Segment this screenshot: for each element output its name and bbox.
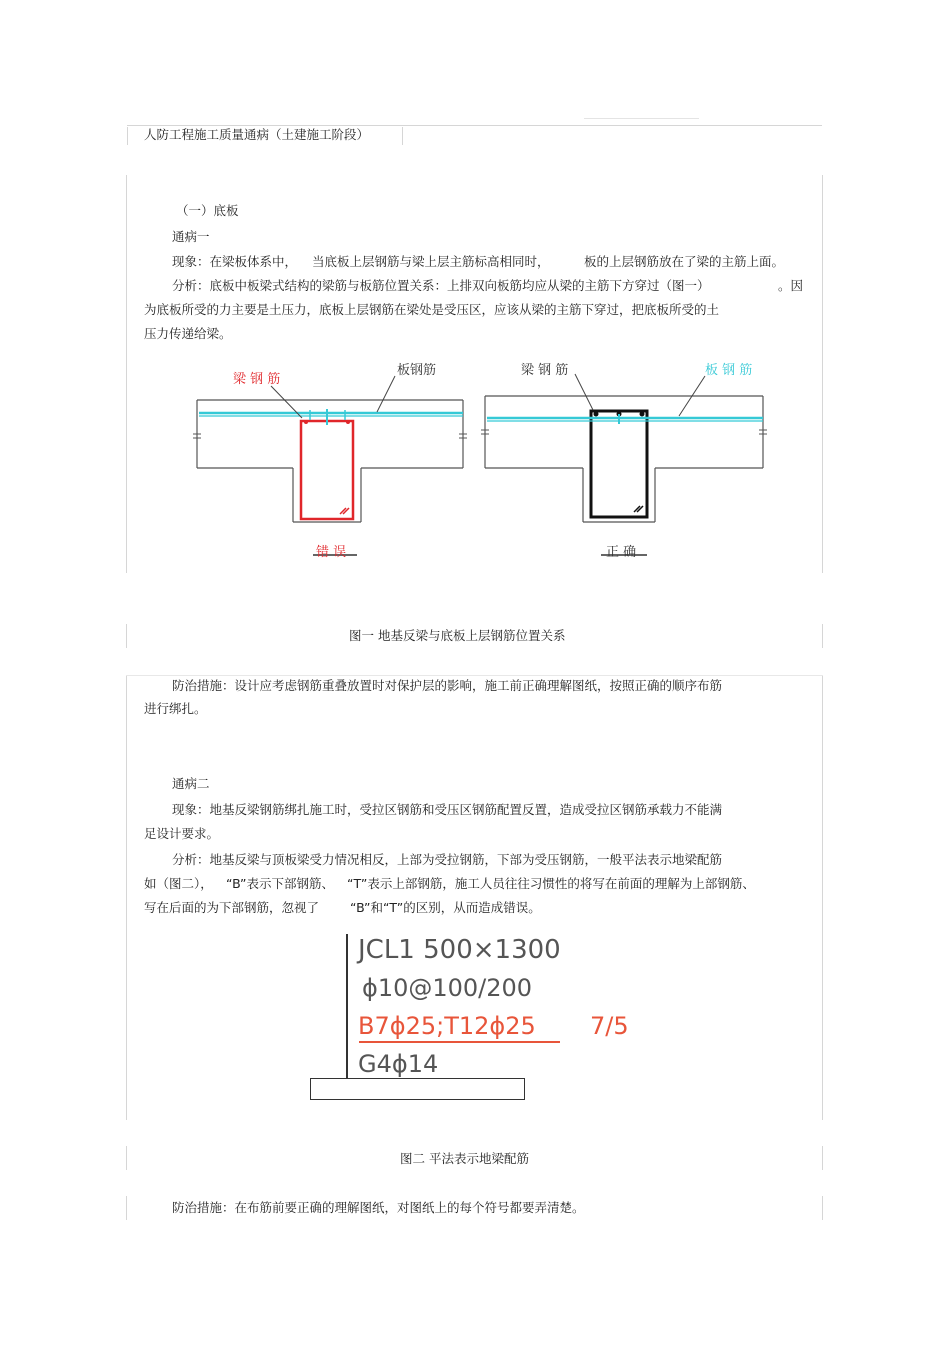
figure1-caption: 图一 地基反梁与底板上层钢筋位置关系 <box>349 628 566 643</box>
figure2-line3: B7ϕ25;T12ϕ25 <box>358 1012 536 1040</box>
frame-right-6 <box>822 1196 823 1220</box>
header-divider <box>402 127 403 145</box>
issue1-analysis-line2: 为底板所受的力主要是土压力，底板上层钢筋在梁处是受压区，应该从梁的主筋下穿过，把底板所受的土 <box>144 302 720 317</box>
header-rule <box>127 125 822 126</box>
figure1-correct-diagram <box>481 374 767 555</box>
frame-left-5 <box>126 1146 127 1170</box>
figure1-wrong-diagram <box>193 376 467 555</box>
figure2-line1: JCL1 500×1300 <box>358 935 561 965</box>
frame-left-2 <box>126 175 127 573</box>
frame-right-4 <box>822 676 823 1120</box>
figure1-correct-caption: 正 确 <box>606 545 637 560</box>
figure1-correct-beam-label: 梁 钢 筋 <box>521 363 569 378</box>
figure2-line2: ϕ10@100/200 <box>362 974 533 1002</box>
issue1-measures-line2: 进行绑扎。 <box>144 701 207 716</box>
frame-right-3 <box>822 624 823 648</box>
issue2-measures: 防治措施：在布筋前要正确的理解图纸，对图纸上的每个符号都要弄清楚。 <box>172 1200 585 1215</box>
issue1-analysis-b: 。因 <box>778 278 804 293</box>
frame-left-3 <box>126 624 127 648</box>
frame-right-5 <box>822 1146 823 1170</box>
figure2-line3-suffix: 7/5 <box>590 1012 629 1040</box>
figure2-caption: 图二 平法表示地梁配筋 <box>400 1151 529 1166</box>
section-heading: （一）底板 <box>176 203 239 218</box>
figure1-wrong-caption: 错 误 <box>316 545 347 560</box>
issue2-analysis-line1: 分析：地基反梁与顶板梁受力情况相反，上部为受拉钢筋，下部为受压钢筋，一般平法表示地梁配筋 <box>172 852 723 867</box>
issue1-phenomenon-b: 当底板上层钢筋与梁上层主筋标高相同时， <box>312 254 550 269</box>
issue2-title: 通病二 <box>172 776 210 791</box>
figure2-leader-vertical <box>346 934 348 1078</box>
figure2-line3-underline <box>359 1041 560 1043</box>
frame-left-6 <box>126 1196 127 1220</box>
issue1-phenomenon-c: 板的上层钢筋放在了梁的主筋上面。 <box>584 254 785 269</box>
figure2-line4: G4ϕ14 <box>358 1050 439 1078</box>
frame-left-1 <box>127 127 128 145</box>
issue2-analysis-line3-b: “B”和“T”的区别，从而造成错误。 <box>350 900 541 915</box>
document-header-title: 人防工程施工质量通病（土建施工阶段） <box>144 127 370 142</box>
issue2-analysis-line2-a: 如（图二）， <box>144 876 213 891</box>
figure1-wrong-slab-label: 板钢筋 <box>397 363 437 378</box>
frame-right-2 <box>822 175 823 573</box>
issue2-analysis-line2-b: “B”表示下部钢筋、 <box>226 876 334 891</box>
issue2-phenomenon-line2: 足设计要求。 <box>144 826 220 841</box>
frame-top-4 <box>126 675 823 676</box>
header-rule-2 <box>584 118 699 119</box>
issue1-analysis-line3: 压力传递给梁。 <box>144 326 232 341</box>
frame-left-4 <box>126 676 127 1120</box>
figure2-beam-box <box>310 1078 525 1100</box>
issue1-analysis-a: 分析：底板中板梁式结构的梁筋与板筋位置关系：上排双向板筋均应从梁的主筋下方穿过（图一） <box>172 278 710 293</box>
issue2-phenomenon-line1: 现象：地基反梁钢筋绑扎施工时，受拉区钢筋和受压区钢筋配置反置，造成受拉区钢筋承载力不能满 <box>172 802 723 817</box>
issue1-title: 通病一 <box>172 229 210 244</box>
issue2-analysis-line2-c: “T”表示上部钢筋，施工人员往往习惯性的将写在前面的理解为上部钢筋、 <box>347 876 755 891</box>
issue1-phenomenon-a: 现象：在梁板体系中， <box>172 254 298 269</box>
issue1-measures-line1: 防治措施：设计应考虑钢筋重叠放置时对保护层的影响，施工前正确理解图纸，按照正确的顺序布筋 <box>172 678 723 693</box>
figure1-correct-slab-label: 板 钢 筋 <box>705 363 753 378</box>
figure1-wrong-beam-label: 梁 钢 筋 <box>233 372 281 387</box>
issue2-analysis-line3-a: 写在后面的为下部钢筋，忽视了 <box>144 900 320 915</box>
